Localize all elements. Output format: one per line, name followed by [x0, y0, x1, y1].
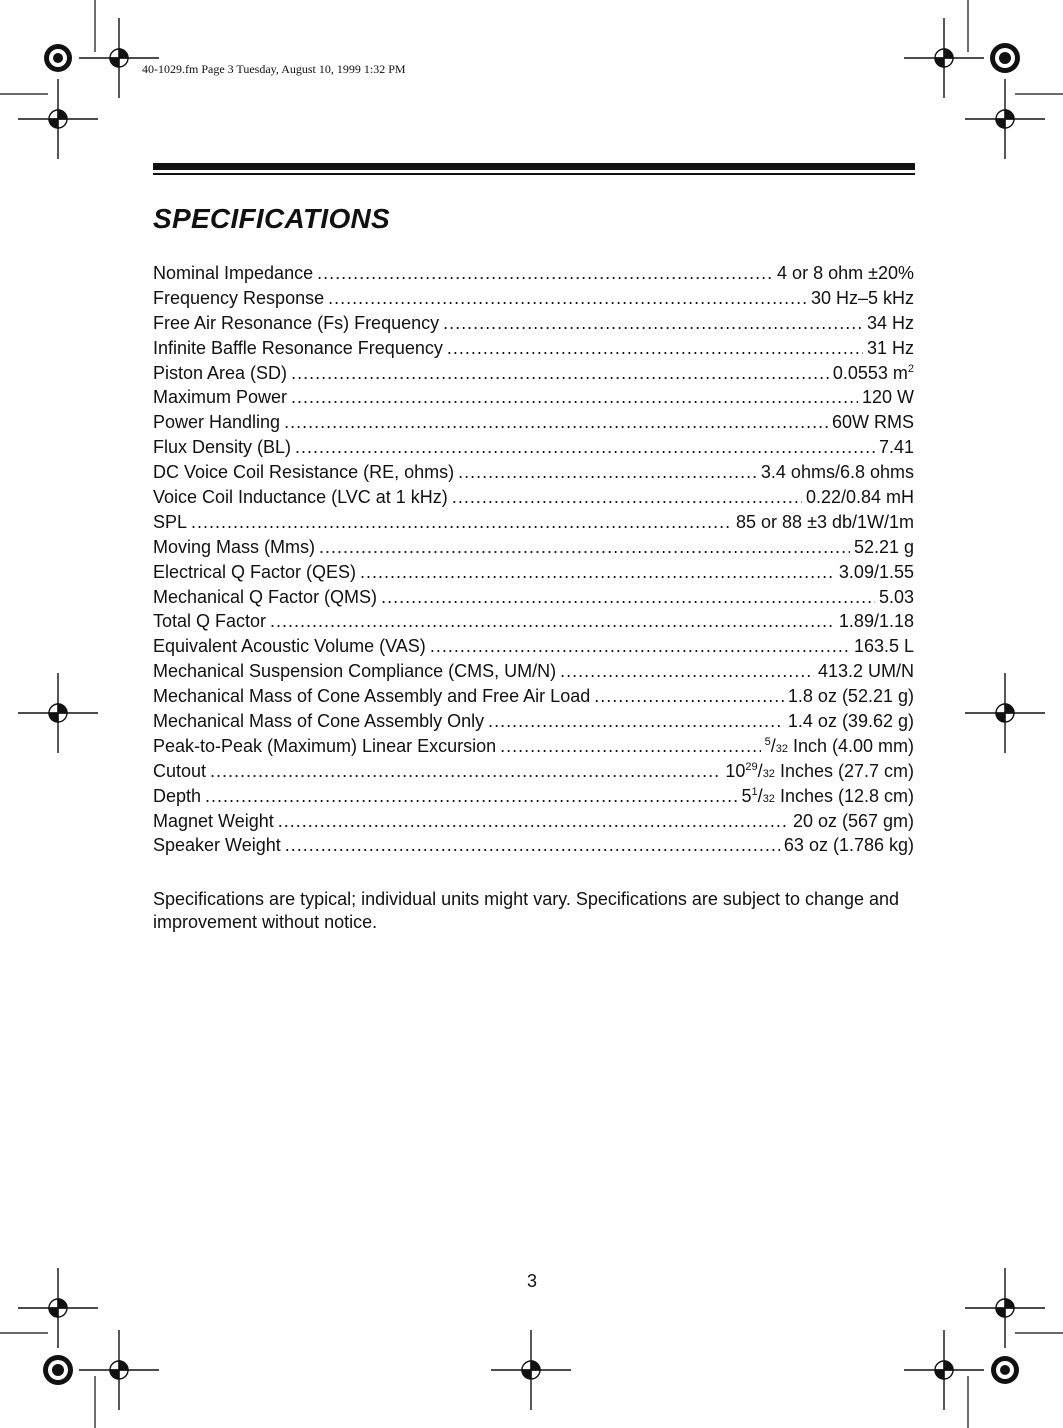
spec-row: [153, 460, 914, 485]
dot-leader: [443, 311, 863, 336]
spec-value: [761, 460, 914, 485]
fraction-numerator: 29: [745, 760, 758, 773]
spec-row: [153, 286, 914, 311]
spec-row: [153, 535, 914, 560]
spec-value: [777, 261, 914, 286]
fraction-denominator: 32: [775, 742, 788, 755]
spec-value-text: 4 or 8 ohm ±20%: [777, 263, 914, 283]
spec-row: [153, 634, 914, 659]
dot-leader: [317, 261, 773, 286]
spec-value-text: 85 or 88 ±3 db/1W/1m: [736, 511, 914, 532]
spec-label: Electrical Q Factor (QES): [153, 561, 357, 582]
spec-value-text: 20 oz (567 gm): [792, 810, 914, 831]
spec-label: Peak-to-Peak (Maximum) Linear Excursion: [153, 735, 497, 756]
spec-value: [806, 485, 914, 510]
spec-value-text: 0.22/0.84 mH: [805, 487, 914, 508]
spec-label: Flux Density (BL): [153, 437, 292, 458]
spec-row: [153, 759, 914, 784]
dot-leader: [278, 809, 789, 834]
spec-row: [153, 709, 914, 734]
page-number: 3: [527, 1271, 538, 1291]
dot-leader: [500, 734, 760, 759]
spec-row: [153, 560, 914, 585]
spec-value-text: 0.0553 m: [832, 362, 908, 383]
spec-value: [839, 560, 914, 585]
spec-value: [833, 361, 914, 386]
spec-row: [153, 261, 914, 286]
spec-value: [879, 585, 914, 610]
spec-value: [788, 709, 914, 734]
spec-row: [153, 435, 914, 460]
spec-value: [811, 286, 914, 311]
spec-value: [867, 311, 914, 336]
dot-leader: [205, 784, 737, 809]
spec-value: [793, 809, 914, 834]
dot-leader: [560, 659, 814, 684]
page-title: SPECIFICATIONS: [153, 203, 391, 234]
spec-label: Maximum Power: [153, 387, 288, 408]
fraction: $^{29}$/32: [745, 760, 775, 781]
specifications-note: Specifications are typical; individual units might vary. Specifications are subject to change and improvement without notice.: [153, 889, 900, 932]
dot-leader: [295, 435, 875, 460]
fraction-numerator: 5: [764, 735, 771, 748]
dot-leader: [360, 560, 835, 585]
spec-label: Nominal Impedance: [153, 263, 314, 283]
dot-leader: [291, 385, 858, 410]
spec-value: [736, 510, 914, 535]
spec-value: [862, 385, 914, 410]
spec-row: [153, 684, 914, 709]
spec-value: [832, 410, 914, 435]
spec-value-text: 3.4 ohms/6.8 ohms: [760, 462, 914, 483]
spec-label: Cutout: [153, 760, 207, 781]
spec-label: Magnet Weight: [153, 810, 274, 831]
top-rule-thick: [153, 163, 915, 170]
dot-leader: [430, 634, 850, 659]
dot-leader: [381, 585, 875, 610]
spec-label: Mechanical Mass of Cone Assembly Only: [153, 711, 485, 732]
top-rule-thin: [153, 173, 915, 175]
spec-value-text: 30 Hz–5 kHz: [810, 287, 914, 308]
spec-value-text: 3.09/1.55: [838, 561, 914, 582]
spec-value: [854, 634, 914, 659]
fraction: $^1$/32: [751, 785, 775, 806]
spec-label: Voice Coil Inductance (LVC at 1 kHz): [153, 487, 448, 508]
spec-value-text: 7.41: [878, 437, 914, 458]
dot-leader: [191, 510, 732, 535]
spec-value-unit: Inches (12.8 cm): [774, 785, 914, 806]
spec-value-unit: Inch (4.00 mm): [787, 735, 914, 756]
spec-value-text: 1.4 oz (39.62 g): [787, 711, 914, 732]
spec-label: Speaker Weight: [153, 835, 281, 856]
spec-row: [153, 659, 914, 684]
spec-row: [153, 784, 914, 809]
superscript: 2: [907, 362, 914, 375]
dot-leader: [452, 485, 802, 510]
spec-value-text: 63 oz (1.786 kg): [783, 835, 914, 856]
dot-leader: [328, 286, 807, 311]
spec-value-text: 1.8 oz (52.21 g): [787, 686, 914, 707]
spec-row: [153, 361, 914, 386]
spec-value-text: 1.89/1.18: [838, 611, 914, 632]
spec-value: [784, 833, 914, 858]
dot-leader: [285, 833, 780, 858]
spec-row: [153, 809, 914, 834]
spec-value-text: 60W RMS: [831, 412, 914, 433]
dot-leader: [447, 336, 863, 361]
spec-value: [765, 734, 914, 759]
spec-label: Piston Area (SD): [153, 362, 288, 383]
spec-value: [839, 609, 914, 634]
fraction: $^5$/32: [764, 735, 788, 756]
spec-row: [153, 734, 914, 759]
spec-row: [153, 410, 914, 435]
spec-value-text: 163.5 L: [853, 636, 914, 657]
spec-label: Free Air Resonance (Fs) Frequency: [153, 312, 440, 333]
spec-value-text: 34 Hz: [866, 312, 914, 333]
spec-label: Depth: [153, 785, 202, 806]
fraction-numerator: 1: [751, 785, 758, 798]
spec-value-text: 120 W: [861, 387, 914, 408]
spec-value-text: 5.03: [878, 586, 914, 607]
dot-leader: [488, 709, 784, 734]
spec-label: Total Q Factor: [153, 611, 267, 632]
file-info-header: 40-1029.fm Page 3 Tuesday, August 10, 1999 1:32 PM: [142, 62, 406, 76]
spec-row: [153, 311, 914, 336]
dot-leader: [291, 361, 829, 386]
spec-value-text: 52.21 g: [853, 536, 914, 557]
spec-row: [153, 609, 914, 634]
dot-leader: [270, 609, 835, 634]
spec-value-text: 413.2 UM/N: [817, 661, 914, 682]
spec-label: DC Voice Coil Resistance (RE, ohms): [153, 462, 455, 483]
spec-value: [879, 435, 914, 460]
dot-leader: [210, 759, 721, 784]
spec-value: [742, 784, 914, 809]
spec-label: Mechanical Mass of Cone Assembly and Free Air Load: [153, 686, 591, 707]
spec-label: Moving Mass (Mms): [153, 536, 316, 557]
spec-value: [854, 535, 914, 560]
spec-label: Mechanical Q Factor (QMS): [153, 586, 378, 607]
dot-leader: [458, 460, 757, 485]
spec-label: Mechanical Suspension Compliance (CMS, UM/N): [153, 661, 557, 682]
dot-leader: [284, 410, 828, 435]
fraction-denominator: 32: [762, 792, 775, 805]
spec-value: [867, 336, 914, 361]
fraction-denominator: 32: [762, 767, 775, 780]
dot-leader: [594, 684, 784, 709]
spec-row: [153, 833, 914, 858]
spec-label: Infinite Baffle Resonance Frequency: [153, 337, 443, 358]
spec-value-unit: Inches (27.7 cm): [774, 760, 914, 781]
spec-row: [153, 510, 914, 535]
spec-label: Equivalent Acoustic Volume (VAS): [153, 636, 426, 657]
fraction-whole: 5: [741, 785, 752, 806]
spec-row: [153, 585, 914, 610]
spec-value: [818, 659, 914, 684]
spec-value: [725, 759, 914, 784]
spec-value-text: 31 Hz: [866, 337, 914, 358]
fraction-whole: 10: [725, 760, 746, 781]
spec-row: [153, 485, 914, 510]
spec-row: [153, 385, 914, 410]
spec-value: [788, 684, 914, 709]
spec-label: SPL: [153, 511, 188, 532]
specifications-list: [153, 261, 914, 858]
spec-row: [153, 336, 914, 361]
spec-label: Power Handling: [153, 412, 281, 433]
spec-label: Frequency Response: [153, 287, 325, 308]
dot-leader: [319, 535, 850, 560]
